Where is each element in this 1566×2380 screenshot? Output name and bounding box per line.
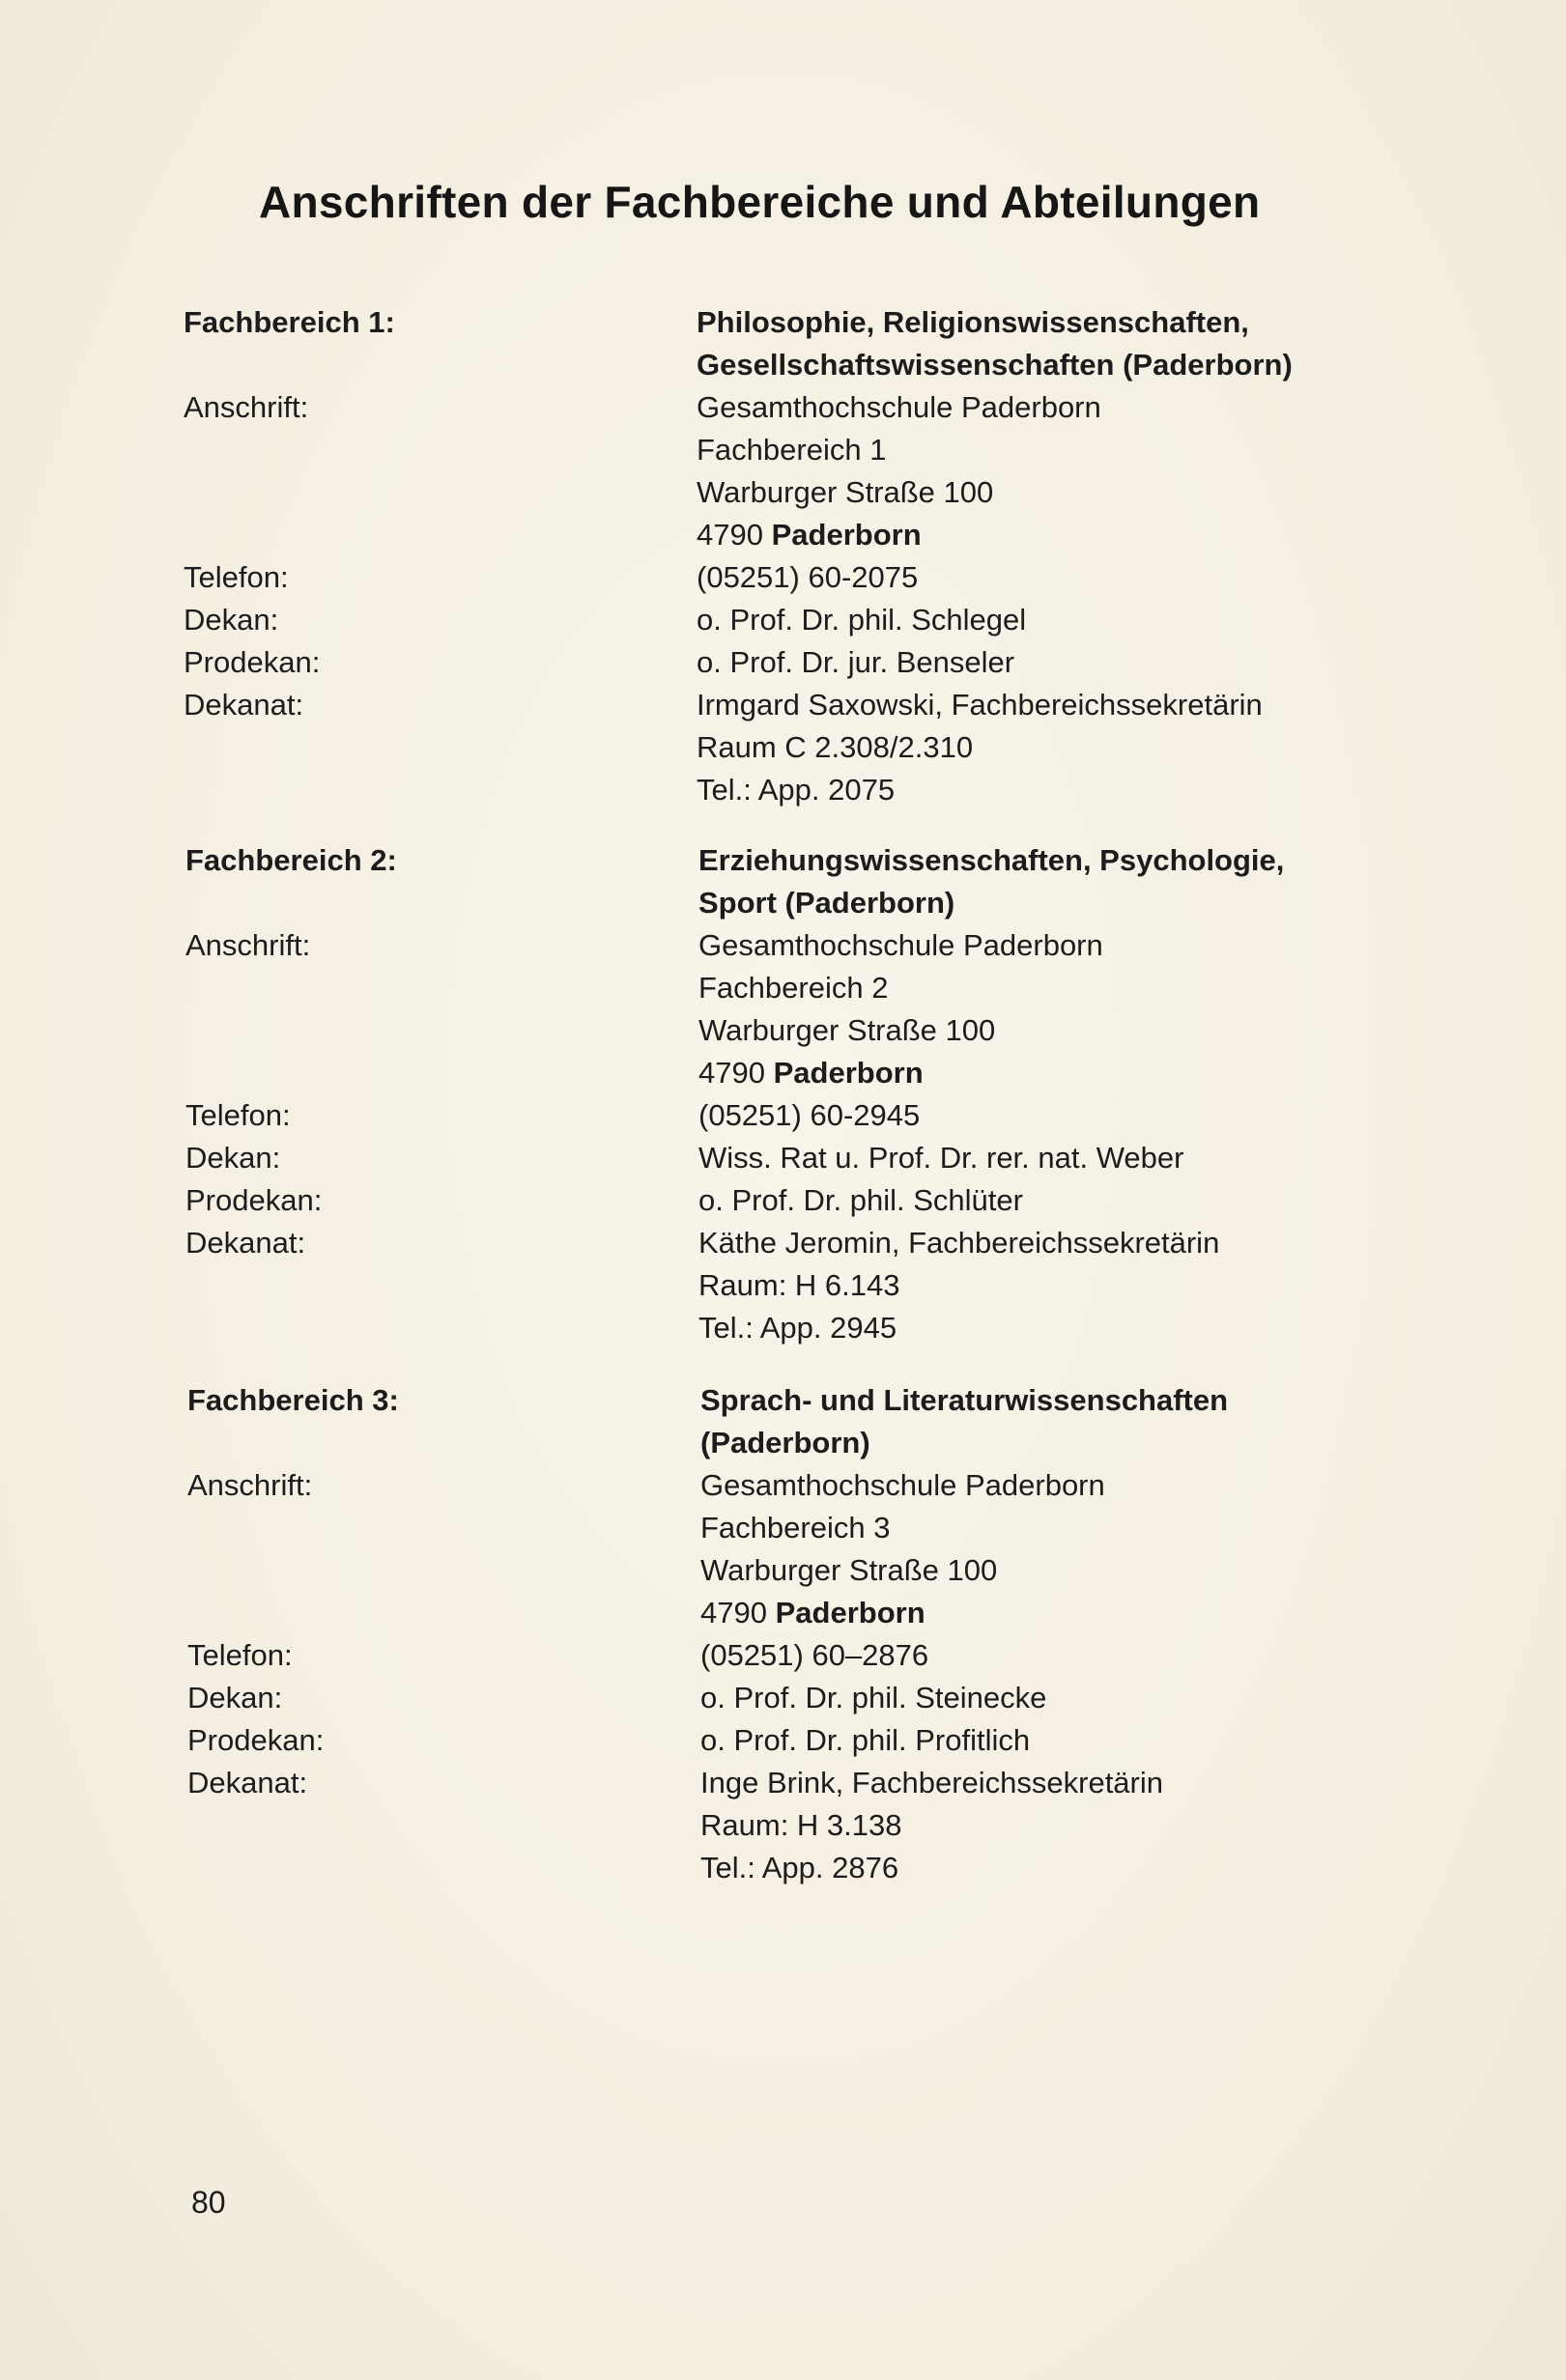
page-title: Anschriften der Fachbereiche und Abteilungen: [259, 177, 1261, 227]
office-line: Tel.: App. 2945: [698, 1311, 897, 1345]
address-line: Fachbereich 1: [697, 433, 887, 467]
section-name-line: Sprach- und Literaturwissenschaften: [700, 1383, 1229, 1417]
office-line: Inge Brink, Fachbereichssekretärin: [700, 1766, 1164, 1799]
address-city-line: [700, 1596, 925, 1630]
phone-label: Telefon:: [185, 1098, 291, 1132]
vice-dean-value: o. Prof. Dr. jur. Benseler: [697, 645, 1015, 679]
office-line: Irmgard Saxowski, Fachbereichssekretärin: [697, 688, 1263, 722]
office-line: Tel.: App. 2075: [697, 773, 896, 807]
phone-label: Telefon:: [187, 1638, 293, 1672]
page-number: 80: [191, 2185, 226, 2220]
section-name-line: Erziehungswissenschaften, Psychologie,: [698, 843, 1285, 877]
address-label: Anschrift:: [184, 390, 309, 424]
office-label: Dekanat:: [185, 1226, 306, 1260]
office-line: Raum: H 3.138: [700, 1808, 902, 1842]
vice-dean-value: o. Prof. Dr. phil. Schlüter: [698, 1183, 1023, 1217]
city: Paderborn: [775, 1596, 925, 1629]
address-label: Anschrift:: [187, 1468, 313, 1502]
address-city-line: [697, 518, 922, 552]
address-line: Gesamthochschule Paderborn: [697, 390, 1101, 424]
vice-dean-label: Prodekan:: [184, 645, 321, 679]
section-name-line: Philosophie, Religionswissenschaften,: [697, 305, 1249, 339]
office-label: Dekanat:: [184, 688, 304, 722]
phone-value: (05251) 60-2075: [697, 560, 919, 594]
postcode: 4790: [697, 518, 763, 552]
section-name-line: (Paderborn): [700, 1426, 870, 1459]
city: Paderborn: [771, 518, 922, 552]
section-name-line: Sport (Paderborn): [698, 886, 955, 920]
postcode: 4790: [698, 1056, 765, 1090]
section-label: Fachbereich 2:: [185, 843, 397, 877]
address-line: Fachbereich 2: [698, 971, 889, 1005]
address-line: Fachbereich 3: [700, 1511, 891, 1544]
dean-value: o. Prof. Dr. phil. Steinecke: [700, 1681, 1047, 1714]
dean-value: Wiss. Rat u. Prof. Dr. rer. nat. Weber: [698, 1141, 1184, 1175]
section-label: Fachbereich 3:: [187, 1383, 399, 1417]
address-city-line: [698, 1056, 924, 1091]
address-line: Gesamthochschule Paderborn: [700, 1468, 1105, 1502]
city: Paderborn: [773, 1056, 924, 1090]
phone-label: Telefon:: [184, 560, 289, 594]
dean-value: o. Prof. Dr. phil. Schlegel: [697, 603, 1027, 637]
postcode: 4790: [700, 1596, 767, 1629]
phone-value: (05251) 60–2876: [700, 1638, 929, 1672]
office-line: Raum: H 6.143: [698, 1268, 900, 1302]
phone-value: (05251) 60-2945: [698, 1098, 921, 1132]
dean-label: Dekan:: [185, 1141, 281, 1175]
office-line: Raum C 2.308/2.310: [697, 730, 974, 764]
address-line: Warburger Straße 100: [697, 475, 994, 509]
address-line: Gesamthochschule Paderborn: [698, 928, 1103, 962]
address-line: Warburger Straße 100: [700, 1553, 998, 1587]
office-label: Dekanat:: [187, 1766, 308, 1799]
vice-dean-value: o. Prof. Dr. phil. Profitlich: [700, 1723, 1031, 1757]
office-line: Tel.: App. 2876: [700, 1851, 899, 1884]
dean-label: Dekan:: [184, 603, 279, 637]
address-label: Anschrift:: [185, 928, 311, 962]
dean-label: Dekan:: [187, 1681, 283, 1714]
vice-dean-label: Prodekan:: [187, 1723, 325, 1757]
section-label: Fachbereich 1:: [184, 305, 395, 339]
address-line: Warburger Straße 100: [698, 1013, 996, 1047]
office-line: Käthe Jeromin, Fachbereichssekretärin: [698, 1226, 1220, 1260]
vice-dean-label: Prodekan:: [185, 1183, 323, 1217]
section-name-line: Gesellschaftswissenschaften (Paderborn): [697, 348, 1293, 382]
